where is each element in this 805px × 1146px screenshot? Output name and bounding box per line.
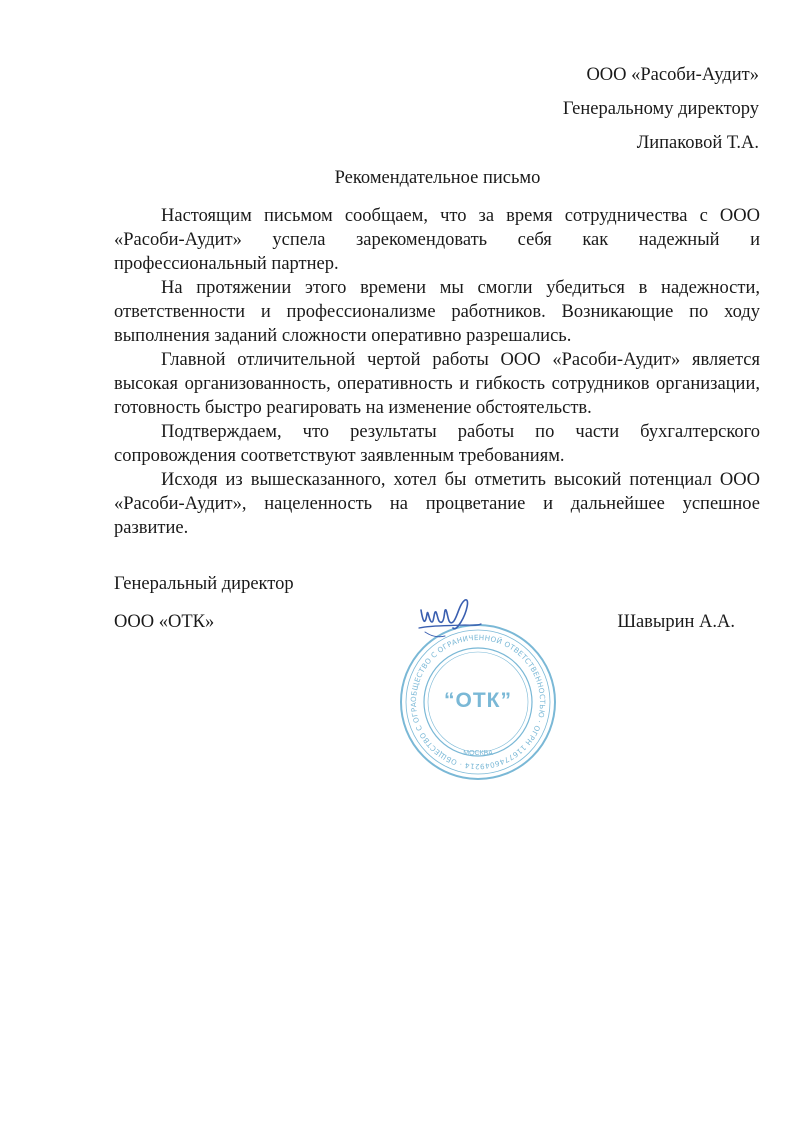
- addressee-block: [563, 58, 759, 160]
- stamp-ring-text: ОБЩЕСТВО С ОГРАНИЧЕННОЙ ОТВЕТСТВЕННОСТЬЮ · ОГРН 1167746049214 · ОБЩЕСТВО С ОГРА: [408, 632, 548, 772]
- addressee-name: Липаковой Т.А.: [636, 133, 759, 153]
- company-stamp: [398, 622, 558, 782]
- addressee-position: Генеральному директору: [562, 99, 759, 119]
- document-title: Рекомендательное письмо: [334, 168, 541, 188]
- signer-organization: ООО «ОТК»: [114, 612, 215, 632]
- signer-position: Генеральный директор: [114, 574, 294, 594]
- letter-body: [114, 204, 760, 540]
- signer-name: Шавырин А.А.: [617, 612, 735, 632]
- stamp-center-text: “ОТК”: [444, 689, 512, 712]
- paragraph: Исходя из вышесказанного, хотел бы отметить высокий потенциал ООО «Расоби-Аудит», нацеленность на процветание и дальнейшее успешное развитие.: [114, 470, 760, 538]
- paragraph: Настоящим письмом сообщаем, что за время сотрудничества с ООО «Расоби-Аудит» успела зарекомендовать себя как надежный и профессиональный партнер.: [114, 206, 760, 274]
- stamp-city: МОСКВА: [463, 750, 493, 757]
- addressee-company: ООО «Расоби-Аудит»: [586, 65, 759, 85]
- paragraph: Главной отличительной чертой работы ООО «Расоби-Аудит» является высокая организованность, оперативность и гибкость сотрудников организации, готовность быстро реагировать на изменение обстоятельств.: [114, 350, 760, 418]
- handwritten-signature: [415, 592, 485, 642]
- paragraph: Подтверждаем, что результаты работы по части бухгалтерского сопровождения соответствуют заявленным требованиям.: [114, 422, 760, 466]
- paragraph: На протяжении этого времени мы смогли убедиться в надежности, ответственности и профессионализме работников. Возникающие по ходу выполнения заданий сложности оперативно разрешались.: [114, 278, 760, 346]
